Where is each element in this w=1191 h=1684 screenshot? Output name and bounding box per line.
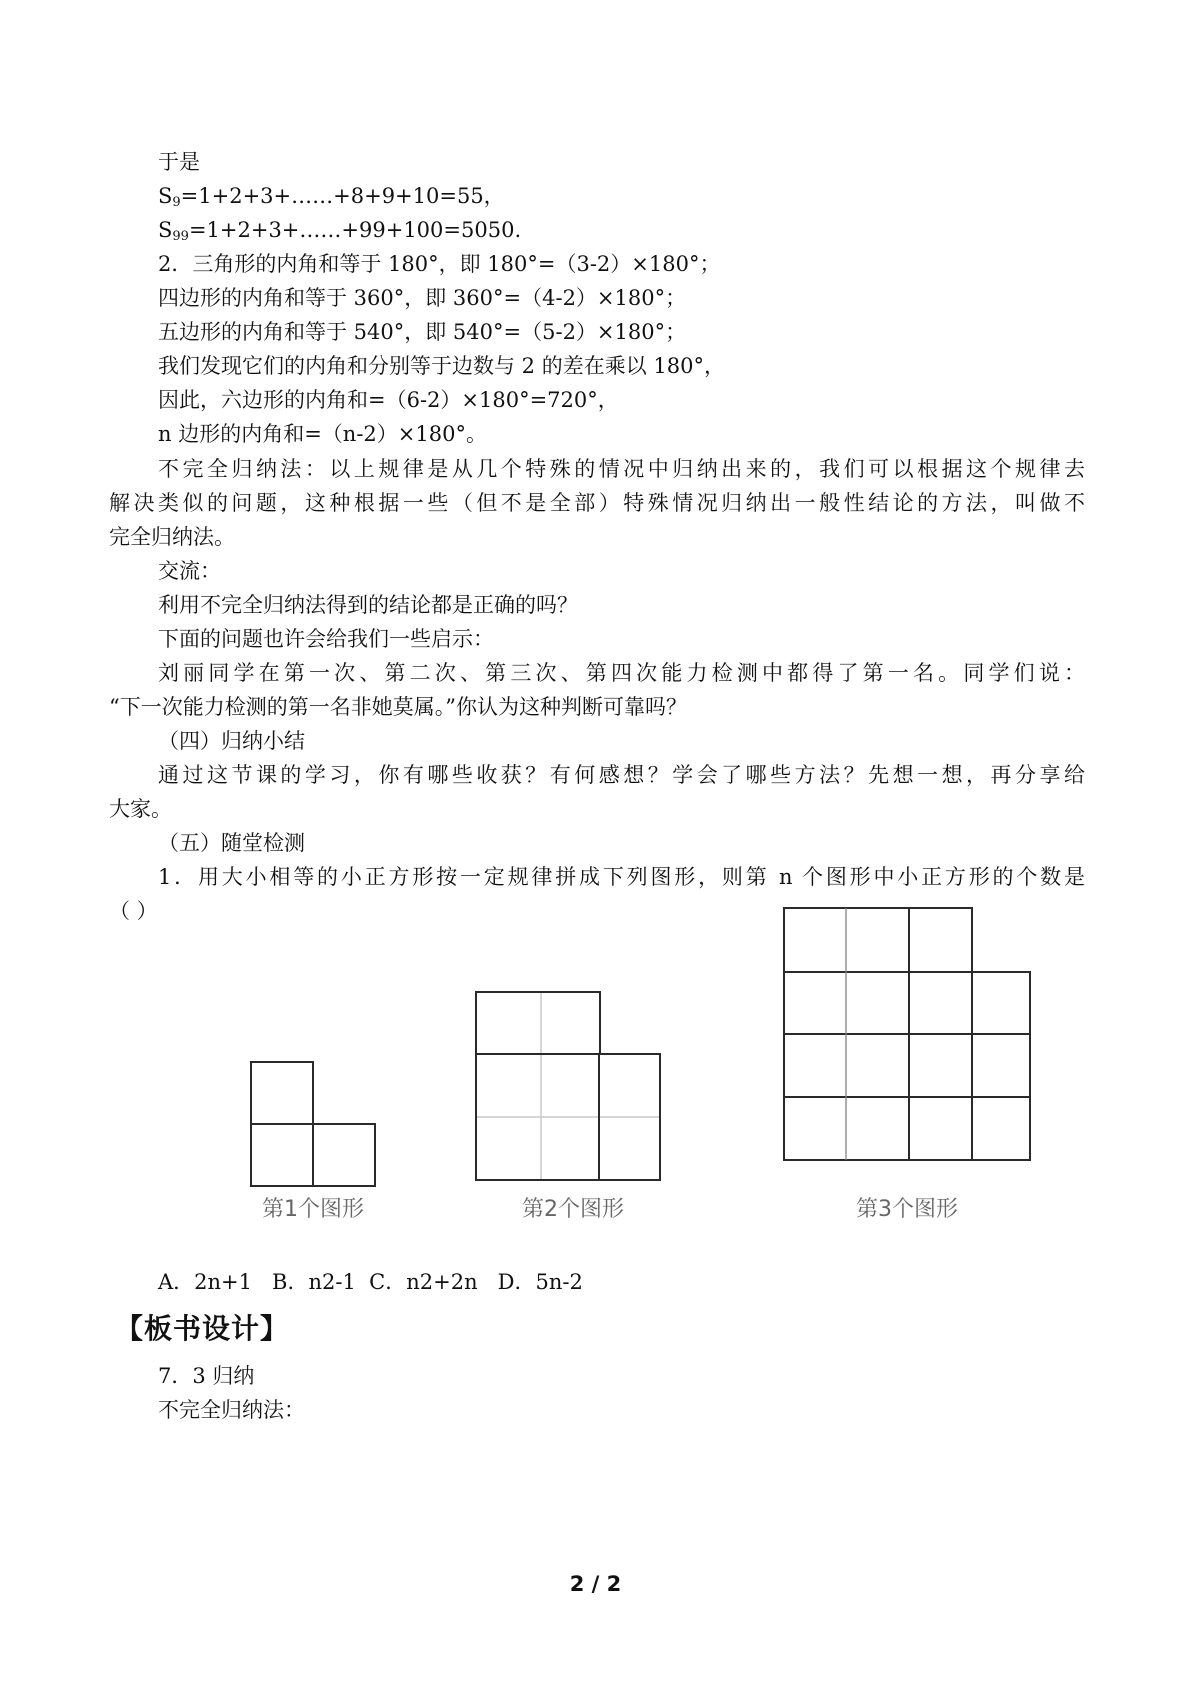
text-line: 下面的问题也许会给我们一些启示： (158, 627, 494, 651)
formula-s9: $S_9=1+2+3+\dots\dots+8+9+10=55$， (158, 184, 505, 210)
formula-s99: $S_{99}=1+2+3+\dots\dots+99+100=5050$. (158, 218, 522, 244)
text-line: 交流： (158, 559, 221, 583)
question-blank: （ ） (109, 899, 158, 923)
text-line: 不完全归纳法：以上规律是从几个特殊的情况中归纳出来的，我们可以根据这个规律去 (158, 457, 1085, 481)
text-line: 不完全归纳法： (158, 1398, 305, 1422)
figure-1-caption: 第1个图形 (262, 1197, 364, 1222)
text-line: 五边形的内角和等于 540°，即 540°=（5-2）×180°； (158, 320, 687, 344)
text-line: n 边形的内角和=（n-2）×180°。 (158, 422, 487, 446)
text-line: 大家。 (109, 797, 172, 821)
question-text: 1．用大小相等的小正方形按一定规律拼成下列图形，则第 n 个图形中小正方形的个数是 (158, 865, 1085, 889)
figure-3-caption: 第3个图形 (856, 1197, 958, 1222)
figure-3 (784, 908, 1030, 1222)
text-line: 2．三角形的内角和等于 180°，即 180°=（3-2）×180°； (158, 252, 721, 276)
text-line: 刘丽同学在第一次、第二次、第三次、第四次能力检测中都得了第一名。同学们说： (158, 661, 1085, 685)
text-line: “下一次能力检测的第一名非她莫属。”你认为这种判断可靠吗？ (109, 695, 687, 719)
section-subheading: （四）归纳小结 (158, 729, 305, 753)
figure-2 (476, 992, 660, 1222)
text-line: 利用不完全归纳法得到的结论都是正确的吗？ (158, 593, 578, 617)
text-line: 7．3 归纳 (158, 1364, 255, 1388)
text-line: 通过这节课的学习，你有哪些收获？有何感想？学会了哪些方法？先想一想，再分享给 (158, 763, 1085, 787)
text-line: 我们发现它们的内角和分别等于边数与 2 的差在乘以 180°， (158, 354, 725, 378)
figure-2-caption: 第2个图形 (522, 1197, 624, 1222)
text-line: 四边形的内角和等于 360°，即 360°=（4-2）×180°； (158, 286, 687, 310)
text-line: 完全归纳法。 (109, 525, 235, 549)
text-line: 于是 (158, 150, 200, 174)
square-pattern-figures (0, 880, 1191, 1260)
answer-options: A．2n+1 B．n2-1 C．n2+2n D．5n-2 (158, 1270, 583, 1294)
text-line: 解决类似的问题，这种根据一些（但不是全部）特殊情况归纳出一般性结论的方法，叫做不 (109, 491, 1085, 515)
figure-1 (251, 1062, 375, 1222)
section-heading: 【板书设计】 (115, 1312, 290, 1345)
section-subheading: （五）随堂检测 (158, 831, 305, 855)
page-number: 2 / 2 (569, 1572, 622, 1596)
text-line: 因此，六边形的内角和=（6-2）×180°=720°， (158, 388, 619, 412)
